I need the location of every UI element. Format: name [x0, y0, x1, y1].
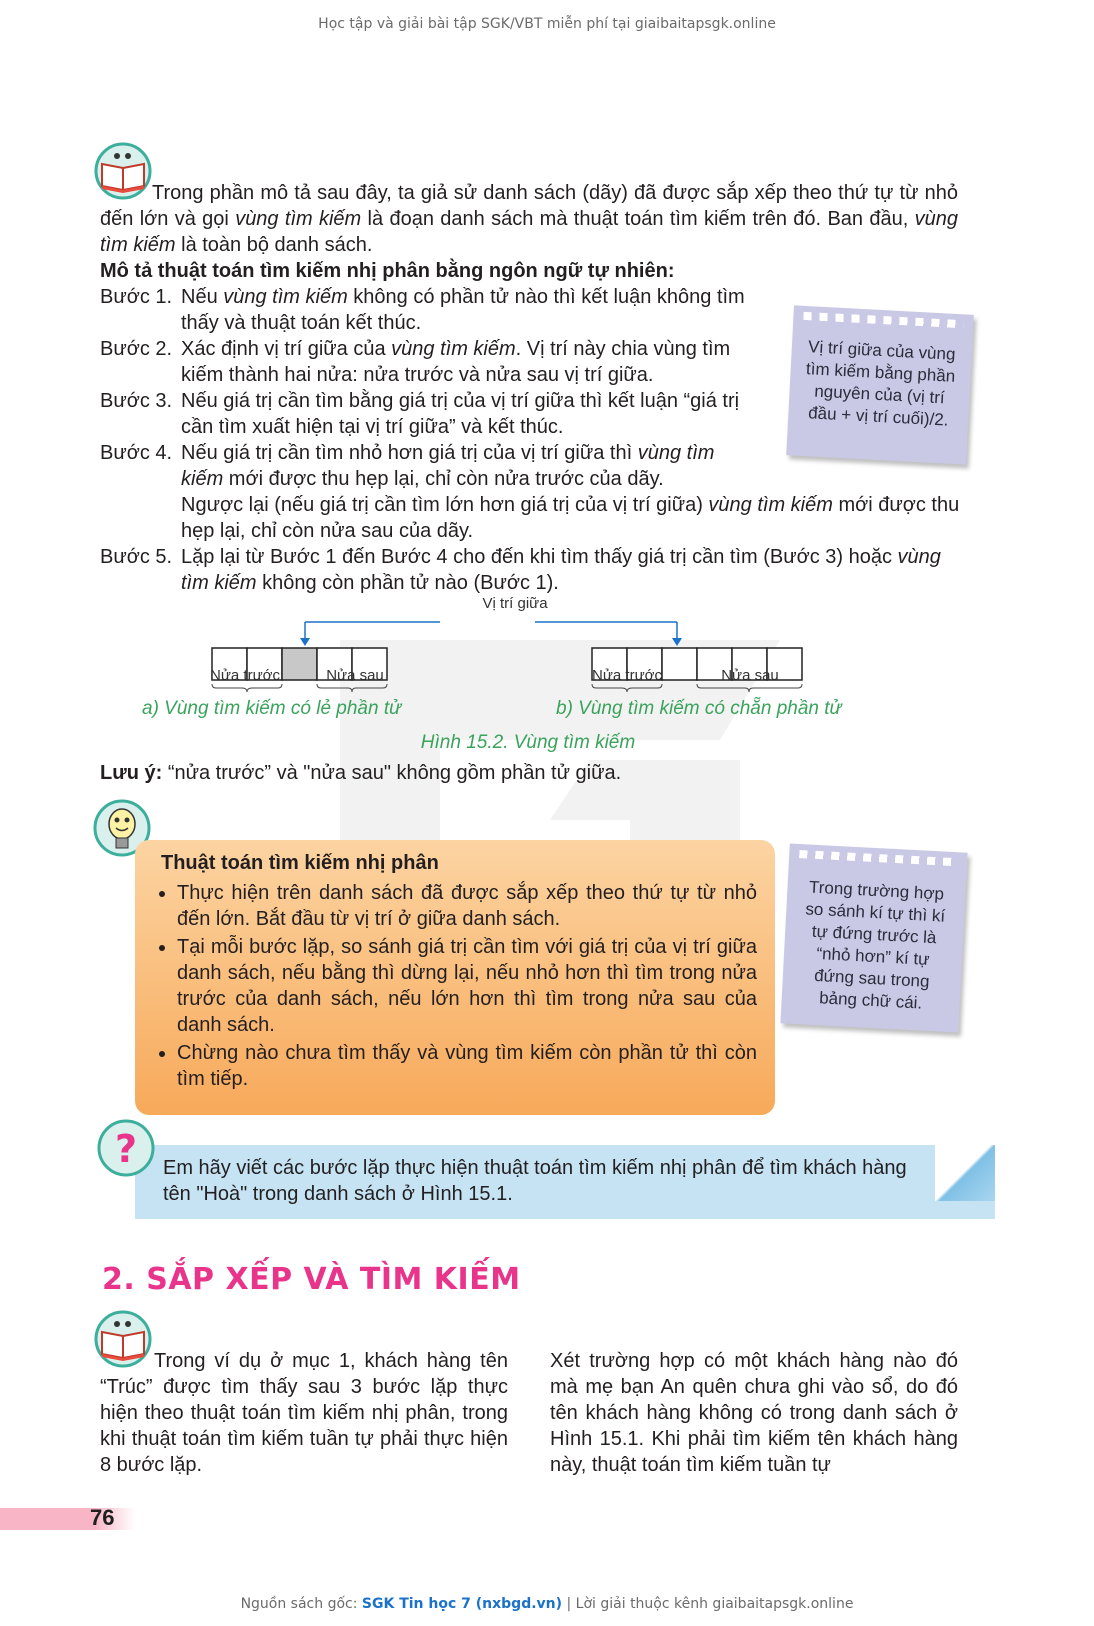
- step-2-label: Bước 2.: [100, 338, 173, 360]
- figure-caption-b: b) Vùng tìm kiếm có chẵn phần tử: [556, 698, 842, 719]
- step-4-term-2: vùng tìm kiếm: [708, 494, 833, 516]
- summary-box: [135, 840, 775, 1115]
- odd-second-half-brace: [317, 684, 387, 692]
- figure-search-region: [200, 612, 840, 712]
- page-footer-line: [0, 1596, 1094, 1612]
- step-5-label: Bước 5.: [100, 546, 173, 568]
- footer-prefix: Nguồn sách gốc:: [240, 1596, 362, 1612]
- arrow-head-left: [300, 638, 310, 646]
- question-mark-icon: [96, 1118, 156, 1178]
- algorithm-heading: Mô tả thuật toán tìm kiếm nhị phân bằng ngôn ngữ tự nhiên:: [100, 260, 675, 282]
- footer-source-link[interactable]: SGK Tin học 7 (nxbgd.vn): [361, 1596, 563, 1612]
- intro-text-2: là đoạn danh sách mà thuật toán tìm kiếm trên đó. Ban đầu,: [361, 208, 915, 230]
- step-4-term: vùng tìm kiếm: [181, 442, 715, 490]
- step-4-c: Ngược lại (nếu giá trị cần tìm lớn hơn giá trị của vị trí giữa): [181, 494, 709, 516]
- page-header-line: Học tập và giải bài tập SGK/VBT miễn phí tại giaibaitapsgk.online: [318, 16, 776, 32]
- summary-list: [155, 880, 757, 1094]
- step-4-b: mới được thu hẹp lại, chỉ còn nửa trước của dãy.: [223, 468, 664, 490]
- section-2-title: 2. SẮP XẾP VÀ TÌM KIẾM: [102, 1262, 521, 1297]
- sticky-note-2-text: Trong trường hợp so sánh kí tự thì kí tự đứng trước là “nhỏ hơn” kí tự đứng sau trong bảng chữ cái.: [804, 877, 946, 1013]
- step-1-b: không có phần tử nào thì kết luận không tìm thấy và thuật toán kết thúc.: [181, 286, 745, 334]
- sticky-note-character-compare: [780, 843, 967, 1032]
- step-3-text: Nếu giá trị cần tìm bằng giá trị của vị trí giữa thì kết luận “giá trị cần tìm xuất hiện tại vị trí giữa” và kết thúc.: [181, 390, 740, 438]
- step-5-a: Lặp lại từ Bước 1 đến Bước 4 cho đến khi tìm thấy giá trị cần tìm (Bước 3) hoặc: [181, 546, 898, 568]
- summary-item: • Tại mỗi bước lặp, so sánh giá trị cần tìm với giá trị của vị trí giữa danh sách, nếu bằng thì dừng lại, nếu nhỏ hơn thì tìm trong nửa trước của danh sách, nếu lớn hơn thì tìm trong nửa sau của danh sách.: [177, 934, 757, 1038]
- even-second-half-brace: [697, 684, 802, 692]
- sticky-note-1-text: Vị trí giữa của vùng tìm kiếm bằng phần nguyên của (vị trí đầu + vị trí cuối)/2.: [805, 337, 956, 430]
- step-4-a: Nếu giá trị cần tìm nhỏ hơn giá trị của vị trí giữa thì: [181, 442, 638, 464]
- step-3-label: Bước 3.: [100, 390, 173, 412]
- column-left-paragraph: Trong ví dụ ở mục 1, khách hàng tên “Trúc” được tìm thấy sau 3 bước lặp thực hiện theo thuật toán tìm kiếm nhị phân, trong khi thuật toán tìm kiếm tuần tự phải thực hiện 8 bước lặp.: [100, 1350, 508, 1476]
- intro-term-1: vùng tìm kiếm: [235, 208, 362, 230]
- odd-second-half-label: Nửa sau: [326, 667, 384, 684]
- even-second-half-label: Nửa sau: [721, 667, 779, 684]
- sticky-note-middle-position: [786, 305, 974, 464]
- column-right-paragraph: Xét trường hợp có một khách hàng nào đó mà mẹ bạn An quên chưa ghi vào sổ, do đó tên khách hàng không có trong danh sách ở Hình 15.1. Khi phải tìm kiếm tên khách hàng này, thuật toán tìm kiếm tuần tự: [550, 1350, 958, 1476]
- step-2-a: Xác định vị trí giữa của: [181, 338, 392, 360]
- intro-term-2: vùng tìm kiếm: [100, 208, 958, 256]
- remark-label: Lưu ý:: [100, 762, 163, 784]
- remark: [100, 760, 621, 786]
- step-2-b: . Vị trí này chia vùng tìm kiếm thành hai nửa: nửa trước và nửa sau vị trí giữa.: [181, 338, 731, 386]
- summary-title: Thuật toán tìm kiếm nhị phân: [161, 852, 439, 874]
- step-5-b: không còn phần tử nào (Bước 1).: [256, 572, 559, 594]
- middle-position-label: Vị trí giữa: [482, 595, 548, 612]
- arrow-head-right: [672, 638, 682, 646]
- page-curl-icon: [935, 1145, 995, 1201]
- intro-text-1: Trong phần mô tả sau đây, ta giả sử danh sách (dãy) đã được sắp xếp theo thứ tự từ nhỏ đến lớn và gọi: [100, 182, 958, 230]
- figure-caption: Hình 15.2. Vùng tìm kiếm: [420, 732, 636, 753]
- page-number-bar: [0, 1505, 135, 1530]
- step-2-term: vùng tìm kiếm: [391, 338, 516, 360]
- question-text: Em hãy viết các bước lặp thực hiện thuật toán tìm kiếm nhị phân để tìm khách hàng tên "Hoà" trong danh sách ở Hình 15.1.: [163, 1157, 907, 1205]
- odd-first-half-label: Nửa trước: [210, 667, 280, 684]
- step-1-a: Nếu: [181, 286, 224, 308]
- page-number: 76: [90, 1505, 115, 1530]
- footer-suffix: | Lời giải thuộc kênh giaibaitapsgk.online: [562, 1596, 854, 1612]
- step-4-d: mới được thu hẹp lại, chỉ còn nửa sau của dãy.: [181, 494, 960, 542]
- even-first-half-brace: [592, 684, 662, 692]
- step-4-text: [181, 440, 747, 492]
- step-2-text: [181, 336, 747, 388]
- intro-text-3: là toàn bộ danh sách.: [175, 234, 373, 256]
- question-box: [135, 1145, 995, 1219]
- step-4-label: Bước 4.: [100, 442, 173, 464]
- odd-first-half-brace: [212, 684, 282, 692]
- step-1-label: Bước 1.: [100, 286, 173, 308]
- step-5-term: vùng tìm kiếm: [181, 546, 941, 594]
- step-5-text: [181, 544, 961, 596]
- summary-item: • Chừng nào chưa tìm thấy và vùng tìm kiếm còn phần tử thì còn tìm tiếp.: [177, 1040, 757, 1092]
- summary-item: • Thực hiện trên danh sách đã được sắp xếp theo thứ tự từ nhỏ đến lớn. Bắt đầu từ vị trí ở giữa danh sách.: [177, 880, 757, 932]
- remark-text: “nửa trước” và "nửa sau" không gồm phần tử giữa.: [162, 762, 622, 784]
- step-1-text: [181, 284, 747, 336]
- svg-text:?: ?: [114, 1127, 138, 1171]
- step-4-else-text: [181, 492, 961, 544]
- step-1-term: vùng tìm kiếm: [223, 286, 348, 308]
- intro-paragraph: [100, 180, 958, 258]
- figure-caption-a: a) Vùng tìm kiếm có lẻ phần tử: [142, 698, 402, 719]
- even-first-half-label: Nửa trước: [592, 667, 662, 684]
